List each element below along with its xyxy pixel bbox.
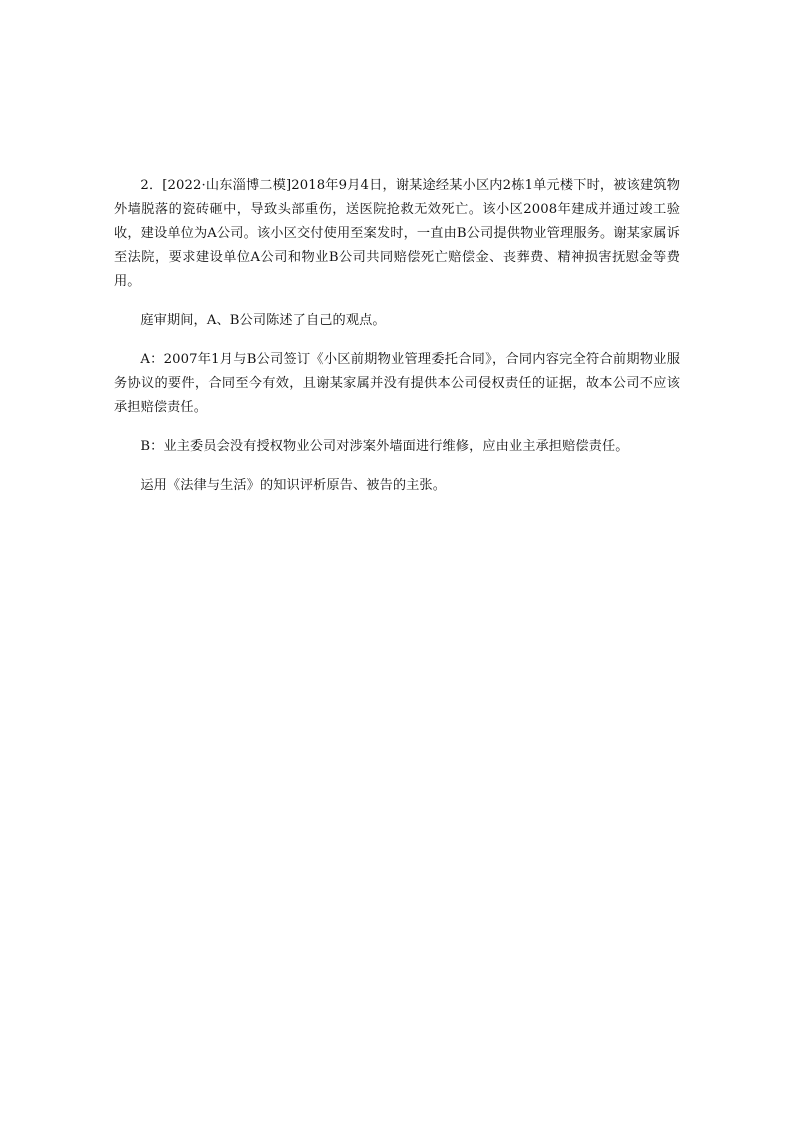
company-a-statement: A：2007年1月与B公司签订《小区前期物业管理委托合同》，合同内容完全符合前期物业服务协议的要件，合同至今有效，且谢某家属并没有提供本公司侵权责任的证据，故本公司不应该承担赔偿责任。 bbox=[114, 352, 680, 415]
question-paragraph: 2．[2022·山东淄博二模]2018年9月4日，谢某途经某小区内2栋1单元楼下时，被该建筑物外墙脱落的瓷砖砸中，导致头部重伤，送医院抢救无效死亡。该小区2008年建成并通过竣工验收，建设单位为A公司。该小区交付使用至案发时，一直由B公司提供物业管理服务。谢某家属诉至法院，要求建设单位A公司和物业B公司共同赔偿死亡赔偿金、丧葬费、精神损害抚慰金等费用。 bbox=[114, 178, 680, 289]
document-page bbox=[114, 174, 680, 513]
company-b-statement: B：业主委员会没有授权物业公司对涉案外墙面进行维修，应由业主承担赔偿责任。 bbox=[140, 439, 629, 454]
task-instruction: 运用《法律与生活》的知识评析原告、被告的主张。 bbox=[140, 478, 447, 493]
trial-intro-paragraph: 庭审期间，A、B公司陈述了自己的观点。 bbox=[140, 313, 386, 328]
